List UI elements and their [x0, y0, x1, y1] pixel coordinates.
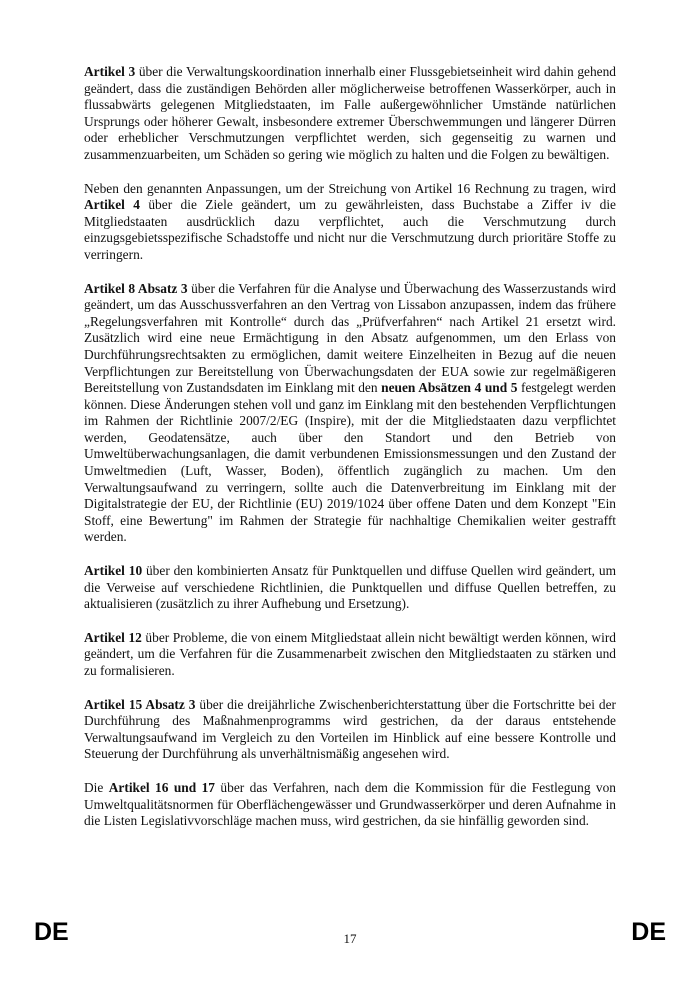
text-run: Die	[84, 779, 109, 795]
bold-text-run: neuen Absätzen 4 und 5	[381, 380, 518, 396]
page-number: 17	[343, 931, 357, 946]
paragraph	[84, 181, 616, 264]
text-run: über den kombinierten Ansatz für Punktquellen und diffuse Quellen wird geändert, um die Verweise auf verschiedene Richtlinien, die Punktquellen und diffuse Quellen betreffen, zu aktualisieren (zusätzlich zu ihrer Aufhebung und Ersetzung).	[84, 563, 616, 612]
text-run: über die Verfahren für die Analyse und Überwachung des Wasserzustands wird geändert, um das Ausschussverfahren an den Vertrag von Lissabon anzupassen, indem das frühere „Regelungsverfahren mit Kontrolle“ durch das „Prüfverfahren“ nach Artikel 21 ersetzt wird. Zusätzlich wird eine neue Ermächtigung in den Absatz aufgenommen, um den Erlass von Durchführungsrechtsakten zu ermöglichen, damit weitere Einzelheiten in Bezug auf die neuen Verpflichtungen zur Bereitstellung von Überwachungsdaten der EUA sowie zur regelmäßigeren Bereitstellung von Zustandsdaten im Einklang mit den	[84, 280, 616, 396]
paragraph	[84, 630, 616, 680]
paragraph	[84, 697, 616, 763]
document-body	[84, 64, 616, 847]
bold-text-run: Artikel 10	[84, 563, 143, 579]
text-run: über die Verwaltungskoordination innerhalb einer Flussgebietseinheit wird dahin gehend geändert, dass die zuständigen Behörden aller möglicherweise betroffenen Wasserkörper, auch in flussabwärts gelegenen Mitgliedstaaten, im Falle außergewöhnlicher Umstände natürlichen Ursprungs oder höherer Gewalt, insbesondere extremer Überschwemmungen und längerer Dürren oder erheblicher Verschmutzungen verpflichtet werden, sich gegenseitig zu warnen und zusammenzuarbeiten, um Schäden so gering wie möglich zu halten und die Folgen zu bewältigen.	[84, 64, 616, 162]
bold-text-run: Artikel 8 Absatz 3	[84, 280, 188, 296]
text-run: über Probleme, die von einem Mitgliedstaat allein nicht bewältigt werden können, wird geändert, um die Verfahren für die Zusammenarbeit zwischen den Mitgliedstaaten zu stärken und zu formalisieren.	[84, 629, 616, 678]
language-code-left: DE	[34, 918, 69, 946]
paragraph	[84, 780, 616, 830]
text-run: festgelegt werden können. Diese Änderungen stehen voll und ganz im Einklang mit den bestehenden Verpflichtungen im Rahmen der Richtlinie 2007/2/EG (Inspire), mit der die Mitgliedstaaten dazu verpflichtet werden, Geodatensätze, auch über den Standort und den Betrieb von Umweltüberwachungsanlagen, die damit verbundenen Emissionsmessungen und den Zustand der Umweltmedien (Luft, Wasser, Boden), öffentlich zugänglich zu machen. Um den Verwaltungsaufwand zu verringern, sollte auch die Datenverbreitung im Einklang mit der Digitalstrategie der EU, der Richtlinie (EU) 2019/1024 über offene Daten und dem Konzept "Ein Stoff, eine Bewertung" im Rahmen der Strategie für nachhaltige Chemikalien weiter gestrafft werden.	[84, 380, 616, 545]
paragraph	[84, 281, 616, 547]
paragraph	[84, 563, 616, 613]
bold-text-run: Artikel 16 und 17	[108, 779, 216, 795]
bold-text-run: Artikel 15 Absatz 3	[84, 696, 196, 712]
text-run: über die dreijährliche Zwischenberichterstattung über die Fortschritte bei der Durchführung des Maßnahmenprogramms wird gestrichen, da der daraus entstehende Verwaltungsaufwand im Vergleich zu den Vorteilen im Hinblick auf eine bessere Kontrolle und Steuerung der Durchführung als unverhältnismäßig angesehen wird.	[84, 696, 616, 762]
bold-text-run: Artikel 3	[84, 64, 136, 79]
language-code-right: DE	[631, 918, 666, 946]
paragraph	[84, 64, 616, 164]
bold-text-run: Artikel 12	[84, 629, 142, 645]
text-run: über das Verfahren, nach dem die Kommission für die Festlegung von Umweltqualitätsnormen für Oberflächengewässer und Grundwasserkörper und deren Aufnahme in die Listen Legislativvorschläge machen muss, wird gestrichen, da sie hinfällig geworden sind.	[84, 779, 617, 829]
text-run: über die Ziele geändert, um zu gewährleisten, dass Buchstabe a Ziffer iv die Mitgliedstaaten ausdrücklich dazu verpflichtet, auch die Verschmutzung durch einzugsgebietsspezifische Schadstoffe und nicht nur die Verschmutzung durch prioritäre Stoffe zu verringern.	[84, 197, 616, 262]
bold-text-run: Artikel 4	[84, 197, 140, 213]
text-run: Neben den genannten Anpassungen, um der Streichung von Artikel 16 Rechnung zu tragen, wird	[84, 180, 616, 196]
